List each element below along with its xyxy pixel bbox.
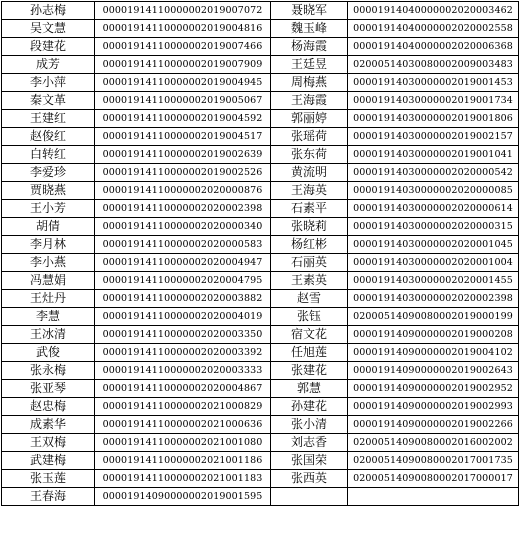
certificate-number-cell: 00001914110000002020003392: [95, 344, 271, 362]
certificate-number-cell: 00001914090000002019002952: [348, 380, 519, 398]
certificate-number-cell: 02000514030080002009003483: [348, 56, 519, 74]
name-cell: 胡倩: [2, 218, 95, 236]
name-cell: 赵俊红: [2, 128, 95, 146]
name-cell: 张钰: [271, 308, 348, 326]
certificate-number-cell: 00001914110000002019004517: [95, 128, 271, 146]
certificate-number-cell: 00001914030000002019001734: [348, 92, 519, 110]
name-cell: 成素华: [2, 416, 95, 434]
certificate-number-cell: 00001914110000002020003333: [95, 362, 271, 380]
name-cell: 王冰清: [2, 326, 95, 344]
roster-body: [2, 2, 519, 506]
name-cell: 王灶丹: [2, 290, 95, 308]
table-row: [2, 380, 519, 398]
name-cell: 杨海霞: [271, 38, 348, 56]
name-cell: 郭慧: [271, 380, 348, 398]
certificate-number-cell: 02000514090080002019000199: [348, 308, 519, 326]
name-cell: 聂晓军: [271, 2, 348, 20]
name-cell: 王廷昱: [271, 56, 348, 74]
name-cell: 成芳: [2, 56, 95, 74]
name-cell: 张晓莉: [271, 218, 348, 236]
certificate-number-cell: 00001914110000002020000583: [95, 236, 271, 254]
table-row: [2, 470, 519, 488]
table-row: [2, 92, 519, 110]
table-row: [2, 326, 519, 344]
certificate-number-cell: 00001914030000002020001045: [348, 236, 519, 254]
roster-table: [1, 1, 519, 506]
name-cell: 张瑶荷: [271, 128, 348, 146]
certificate-number-cell: 00001914110000002020000876: [95, 182, 271, 200]
table-row: [2, 20, 519, 38]
table-row: [2, 452, 519, 470]
name-cell: 黄流明: [271, 164, 348, 182]
name-cell: 武俊: [2, 344, 95, 362]
name-cell: 张永梅: [2, 362, 95, 380]
name-cell: 武建梅: [2, 452, 95, 470]
certificate-number-cell: 00001914090000002019004102: [348, 344, 519, 362]
name-cell: 任旭莲: [271, 344, 348, 362]
table-row: [2, 434, 519, 452]
table-row: [2, 308, 519, 326]
name-cell: 贾晓燕: [2, 182, 95, 200]
certificate-number-cell: 00001914110000002019002639: [95, 146, 271, 164]
certificate-number-cell: 00001914030000002020000315: [348, 218, 519, 236]
table-row: [2, 416, 519, 434]
name-cell: 郭丽婷: [271, 110, 348, 128]
table-row: [2, 272, 519, 290]
certificate-number-cell: 00001914090000002019002266: [348, 416, 519, 434]
certificate-number-cell: 00001914110000002021001080: [95, 434, 271, 452]
certificate-number-cell: 00001914030000002019001806: [348, 110, 519, 128]
certificate-number-cell: 00001914110000002020003350: [95, 326, 271, 344]
certificate-number-cell: 00001914110000002019007072: [95, 2, 271, 20]
table-row: [2, 254, 519, 272]
certificate-number-cell: 00001914110000002019005067: [95, 92, 271, 110]
name-cell: 张建花: [271, 362, 348, 380]
certificate-number-cell: 00001914030000002020000614: [348, 200, 519, 218]
certificate-number-cell: 00001914110000002019004592: [95, 110, 271, 128]
certificate-number-cell: 00001914110000002020004795: [95, 272, 271, 290]
name-cell: 秦文革: [2, 92, 95, 110]
certificate-number-cell: 00001914110000002021001186: [95, 452, 271, 470]
table-row: [2, 56, 519, 74]
name-cell: 王海英: [271, 182, 348, 200]
name-cell: 周梅燕: [271, 74, 348, 92]
certificate-number-cell: 00001914090000002019002993: [348, 398, 519, 416]
name-cell: 石素平: [271, 200, 348, 218]
certificate-number-cell: 00001914030000002020002398: [348, 290, 519, 308]
name-cell: 李月林: [2, 236, 95, 254]
name-cell: 赵雪: [271, 290, 348, 308]
name-cell: 冯慧娟: [2, 272, 95, 290]
name-cell: 吴文慧: [2, 20, 95, 38]
certificate-number-cell: 00001914110000002019004945: [95, 74, 271, 92]
table-row: [2, 182, 519, 200]
certificate-number-cell: 00001914110000002021000829: [95, 398, 271, 416]
table-row: [2, 236, 519, 254]
name-cell: 孙建花: [271, 398, 348, 416]
name-cell: 张亚琴: [2, 380, 95, 398]
certificate-number-cell: 00001914030000002019001041: [348, 146, 519, 164]
certificate-number-cell: 00001914030000002020000085: [348, 182, 519, 200]
certificate-number-cell: 00001914040000002020003462: [348, 2, 519, 20]
table-row: [2, 398, 519, 416]
certificate-number-cell: 00001914110000002021001183: [95, 470, 271, 488]
name-cell: 石丽英: [271, 254, 348, 272]
table-row: [2, 488, 519, 506]
certificate-number-cell: 00001914110000002019004816: [95, 20, 271, 38]
certificate-number-cell: 00001914030000002020001004: [348, 254, 519, 272]
name-cell: 赵忠梅: [2, 398, 95, 416]
certificate-number-cell: 02000514090080002017001735: [348, 452, 519, 470]
table-row: [2, 2, 519, 20]
certificate-number-cell: 02000514090080002016002002: [348, 434, 519, 452]
table-row: [2, 38, 519, 56]
name-cell: 张西英: [271, 470, 348, 488]
table-row: [2, 362, 519, 380]
name-cell: 李小萍: [2, 74, 95, 92]
table-row: [2, 344, 519, 362]
certificate-number-cell: 00001914110000002019007466: [95, 38, 271, 56]
name-cell: 王素英: [271, 272, 348, 290]
name-cell: 孙志梅: [2, 2, 95, 20]
certificate-number-cell: 02000514090080002017000017: [348, 470, 519, 488]
table-row: [2, 218, 519, 236]
name-cell: 李慧: [2, 308, 95, 326]
name-cell: 白转红: [2, 146, 95, 164]
name-cell: 段建花: [2, 38, 95, 56]
certificate-number-cell: 00001914110000002019002526: [95, 164, 271, 182]
certificate-number-cell: 00001914110000002020002398: [95, 200, 271, 218]
certificate-number-cell: 00001914110000002019007909: [95, 56, 271, 74]
certificate-number-cell: 00001914030000002020000542: [348, 164, 519, 182]
certificate-number-cell: 00001914040000002020002558: [348, 20, 519, 38]
certificate-number-cell: 00001914110000002020004867: [95, 380, 271, 398]
certificate-number-cell: 00001914030000002019002157: [348, 128, 519, 146]
table-row: [2, 200, 519, 218]
name-cell: 刘志香: [271, 434, 348, 452]
name-cell: [271, 488, 348, 506]
name-cell: 魏玉峰: [271, 20, 348, 38]
name-cell: 张国荣: [271, 452, 348, 470]
certificate-number-cell: 00001914110000002020003882: [95, 290, 271, 308]
name-cell: 王海霞: [271, 92, 348, 110]
table-row: [2, 128, 519, 146]
certificate-number-cell: 00001914030000002020001455: [348, 272, 519, 290]
certificate-number-cell: 00001914040000002020006368: [348, 38, 519, 56]
name-cell: 李爱珍: [2, 164, 95, 182]
name-cell: 张玉莲: [2, 470, 95, 488]
name-cell: 王小芳: [2, 200, 95, 218]
name-cell: 宿文花: [271, 326, 348, 344]
certificate-number-cell: 00001914090000002019002643: [348, 362, 519, 380]
table-row: [2, 146, 519, 164]
name-cell: 王建红: [2, 110, 95, 128]
table-row: [2, 290, 519, 308]
certificate-number-cell: [348, 488, 519, 506]
certificate-number-cell: 00001914110000002020004019: [95, 308, 271, 326]
table-row: [2, 74, 519, 92]
certificate-number-cell: 00001914110000002021000636: [95, 416, 271, 434]
table-row: [2, 164, 519, 182]
certificate-number-cell: 00001914030000002019001453: [348, 74, 519, 92]
name-cell: 李小燕: [2, 254, 95, 272]
certificate-number-cell: 00001914090000002019001595: [95, 488, 271, 506]
table-row: [2, 110, 519, 128]
name-cell: 张小清: [271, 416, 348, 434]
name-cell: 张东荷: [271, 146, 348, 164]
name-cell: 王双梅: [2, 434, 95, 452]
certificate-number-cell: 00001914110000002020000340: [95, 218, 271, 236]
name-cell: 王春海: [2, 488, 95, 506]
certificate-number-cell: 00001914110000002020004947: [95, 254, 271, 272]
certificate-number-cell: 00001914090000002019000208: [348, 326, 519, 344]
name-cell: 杨红彬: [271, 236, 348, 254]
